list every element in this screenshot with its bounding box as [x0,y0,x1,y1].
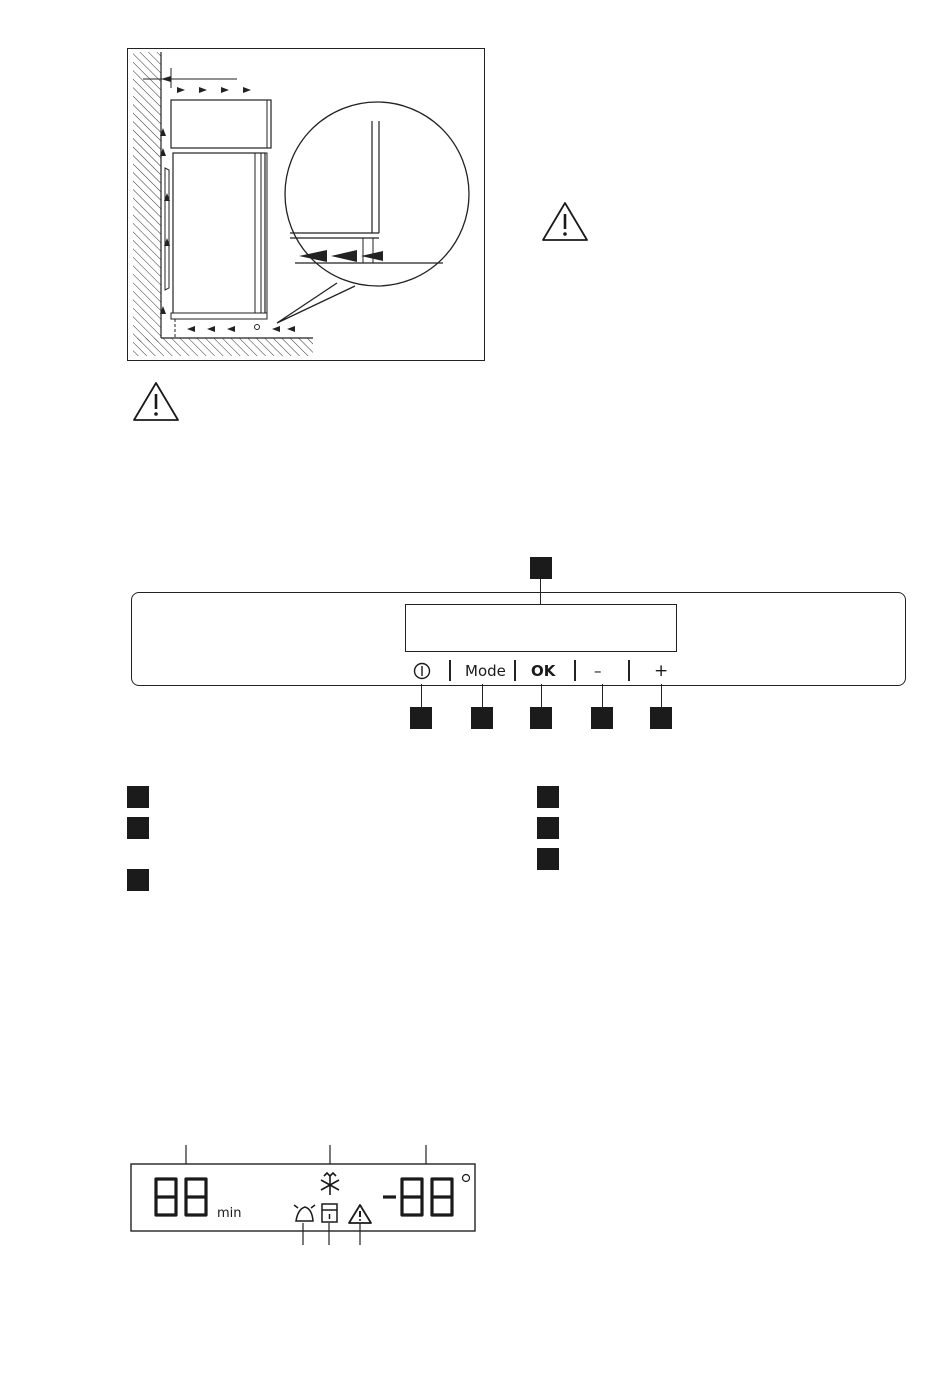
warning-icon [131,380,181,423]
callout-line [482,684,483,708]
callout-line [541,684,542,708]
mode-button[interactable]: Mode [465,662,506,680]
legend-marker [537,786,559,808]
fridge-body [173,153,265,315]
callout-line [602,684,603,708]
callout-marker-plus [650,707,672,729]
timer-unit: min [217,1206,242,1221]
callout-marker-mode [471,707,493,729]
ok-button[interactable]: OK [531,662,556,680]
callout-line [661,684,662,708]
separator [514,660,516,681]
minus-button[interactable]: – [594,662,602,680]
display-diagram [128,1145,480,1255]
separator [449,660,451,681]
warning-icon [540,200,590,243]
separator [628,660,630,681]
legend-marker [127,869,149,891]
callout-marker-power [410,707,432,729]
callout-marker-minus [591,707,613,729]
callout-marker-ok [530,707,552,729]
separator [574,660,576,681]
legend-marker [537,817,559,839]
display-window [405,604,677,652]
floor-hatch [133,338,313,356]
legend-marker [127,786,149,808]
legend-marker [127,817,149,839]
callout-marker-display [530,557,552,579]
power-icon[interactable] [413,662,431,680]
legend-marker [537,848,559,870]
installation-ventilation-figure [127,48,485,361]
callout-line [421,684,422,708]
upper-cabinet [171,100,271,148]
plus-button[interactable]: + [654,661,669,681]
wall-hatch [133,52,161,342]
